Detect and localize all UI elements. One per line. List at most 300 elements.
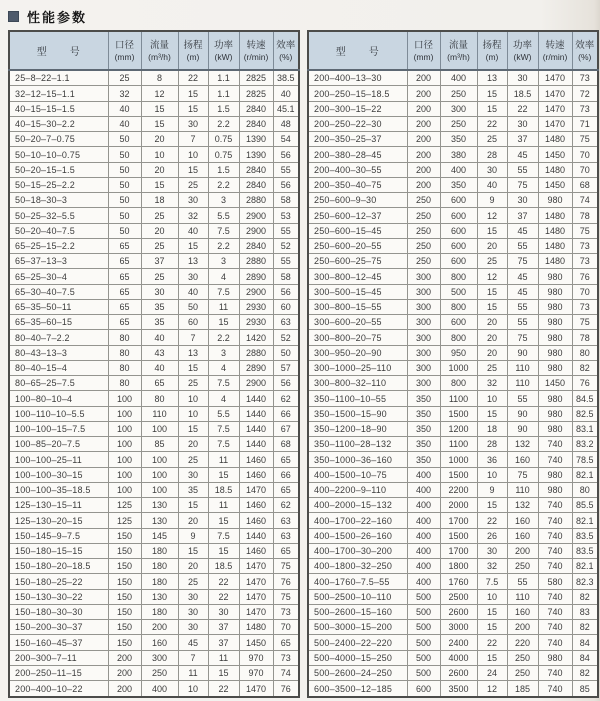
value-cell: 53 bbox=[273, 208, 299, 223]
model-cell: 500–2500–10–110 bbox=[308, 589, 407, 604]
table-row bbox=[308, 437, 598, 452]
value-cell: 600 bbox=[407, 681, 440, 697]
value-cell: 50 bbox=[108, 193, 141, 208]
value-cell: 250 bbox=[407, 208, 440, 223]
value-cell: 25 bbox=[141, 208, 178, 223]
value-cell: 45 bbox=[507, 284, 538, 299]
value-cell: 200 bbox=[141, 620, 178, 635]
value-cell: 130 bbox=[141, 513, 178, 528]
value-cell: 7.5 bbox=[208, 376, 239, 391]
table-row bbox=[9, 162, 299, 177]
value-cell: 30 bbox=[178, 269, 208, 284]
value-cell: 45 bbox=[507, 223, 538, 238]
value-cell: 36 bbox=[477, 452, 507, 467]
value-cell: 100 bbox=[108, 467, 141, 482]
value-cell: 24 bbox=[477, 665, 507, 680]
value-cell: 37 bbox=[507, 132, 538, 147]
value-cell: 980 bbox=[538, 299, 572, 314]
value-cell: 10 bbox=[178, 391, 208, 406]
table-row bbox=[308, 177, 598, 192]
value-cell: 56 bbox=[273, 376, 299, 391]
model-cell: 500–2400–22–220 bbox=[308, 635, 407, 650]
value-cell: 2900 bbox=[239, 284, 273, 299]
value-cell: 7.5 bbox=[477, 574, 507, 589]
value-cell: 56 bbox=[273, 177, 299, 192]
table-row bbox=[9, 223, 299, 238]
value-cell: 65 bbox=[108, 269, 141, 284]
value-cell: 740 bbox=[538, 681, 572, 697]
value-cell: 66 bbox=[273, 406, 299, 421]
value-cell: 18.5 bbox=[507, 86, 538, 101]
model-cell: 80–65–25–7.5 bbox=[9, 376, 108, 391]
value-cell: 0.75 bbox=[208, 147, 239, 162]
value-cell: 65 bbox=[273, 543, 299, 558]
table-row bbox=[9, 604, 299, 619]
value-cell: 65 bbox=[273, 482, 299, 497]
value-cell: 250 bbox=[141, 665, 178, 680]
table-row bbox=[308, 467, 598, 482]
model-cell: 150–145–9–7.5 bbox=[9, 528, 108, 543]
value-cell: 100 bbox=[108, 452, 141, 467]
value-cell: 65 bbox=[108, 299, 141, 314]
value-cell: 37 bbox=[208, 635, 239, 650]
value-cell: 2880 bbox=[239, 193, 273, 208]
header-unit: (m) bbox=[485, 51, 499, 62]
model-cell: 50–18–30–3 bbox=[9, 193, 108, 208]
header-label: 功率 bbox=[512, 39, 532, 51]
model-cell: 50–20–15–1.5 bbox=[9, 162, 108, 177]
value-cell: 76 bbox=[273, 681, 299, 697]
value-cell: 90 bbox=[507, 406, 538, 421]
value-cell: 75 bbox=[507, 467, 538, 482]
value-cell: 80 bbox=[141, 391, 178, 406]
value-cell: 9 bbox=[477, 482, 507, 497]
model-cell: 200–300–15–22 bbox=[308, 101, 407, 116]
model-cell: 125–130–20–15 bbox=[9, 513, 108, 528]
value-cell: 3 bbox=[208, 254, 239, 269]
value-cell: 200 bbox=[407, 177, 440, 192]
model-cell: 100–100–35–18.5 bbox=[9, 482, 108, 497]
value-cell: 66 bbox=[273, 467, 299, 482]
value-cell: 78 bbox=[572, 330, 598, 345]
value-cell: 1000 bbox=[440, 452, 477, 467]
value-cell: 1390 bbox=[239, 147, 273, 162]
value-cell: 74 bbox=[273, 665, 299, 680]
value-cell: 100 bbox=[108, 391, 141, 406]
value-cell: 110 bbox=[507, 482, 538, 497]
table-row bbox=[308, 665, 598, 680]
header-unit: (m³/h) bbox=[148, 51, 171, 62]
table-body-left bbox=[9, 70, 299, 697]
table-row bbox=[9, 589, 299, 604]
value-cell: 15 bbox=[178, 238, 208, 253]
model-cell: 200–300–7–11 bbox=[9, 650, 108, 665]
value-cell: 15 bbox=[477, 650, 507, 665]
value-cell: 500 bbox=[407, 589, 440, 604]
value-cell: 740 bbox=[538, 437, 572, 452]
value-cell: 800 bbox=[440, 330, 477, 345]
value-cell: 110 bbox=[507, 589, 538, 604]
value-cell: 1470 bbox=[239, 574, 273, 589]
value-cell: 22 bbox=[178, 70, 208, 86]
value-cell: 350 bbox=[440, 132, 477, 147]
value-cell: 200 bbox=[108, 681, 141, 697]
model-cell: 25–8–22–1.1 bbox=[9, 70, 108, 86]
value-cell: 65 bbox=[108, 238, 141, 253]
model-cell: 400–1500–26–160 bbox=[308, 528, 407, 543]
table-row bbox=[308, 574, 598, 589]
header-label: 转速 bbox=[246, 39, 266, 51]
model-cell: 350–1200–18–90 bbox=[308, 421, 407, 436]
value-cell: 65 bbox=[141, 376, 178, 391]
value-cell: 32 bbox=[477, 376, 507, 391]
value-cell: 200 bbox=[407, 70, 440, 86]
value-cell: 150 bbox=[108, 543, 141, 558]
value-cell: 15 bbox=[477, 223, 507, 238]
value-cell: 1450 bbox=[538, 376, 572, 391]
value-cell: 1450 bbox=[538, 177, 572, 192]
model-cell: 300–800–12–45 bbox=[308, 269, 407, 284]
value-cell: 82.1 bbox=[572, 559, 598, 574]
model-cell: 300–800–15–55 bbox=[308, 299, 407, 314]
value-cell: 15 bbox=[208, 665, 239, 680]
value-cell: 2890 bbox=[239, 360, 273, 375]
table-row bbox=[9, 513, 299, 528]
header-label: 转速 bbox=[545, 39, 565, 51]
value-cell: 1460 bbox=[239, 467, 273, 482]
model-cell: 300–800–32–110 bbox=[308, 376, 407, 391]
value-cell: 45 bbox=[507, 147, 538, 162]
model-cell: 80–40–7–2.2 bbox=[9, 330, 108, 345]
value-cell: 28 bbox=[477, 147, 507, 162]
value-cell: 75 bbox=[507, 254, 538, 269]
header-power bbox=[208, 31, 239, 70]
value-cell: 1480 bbox=[538, 132, 572, 147]
header-label: 口径 bbox=[413, 39, 433, 51]
value-cell: 220 bbox=[507, 635, 538, 650]
table-row bbox=[9, 116, 299, 131]
header-power bbox=[507, 31, 538, 70]
value-cell: 1390 bbox=[239, 132, 273, 147]
value-cell: 580 bbox=[538, 574, 572, 589]
value-cell: 11 bbox=[208, 299, 239, 314]
value-cell: 400 bbox=[141, 681, 178, 697]
model-cell: 100–80–10–4 bbox=[9, 391, 108, 406]
model-cell: 200–350–40–75 bbox=[308, 177, 407, 192]
value-cell: 50 bbox=[273, 345, 299, 360]
value-cell: 125 bbox=[108, 513, 141, 528]
table-row bbox=[9, 421, 299, 436]
table-row bbox=[9, 345, 299, 360]
value-cell: 18 bbox=[141, 193, 178, 208]
table-row bbox=[9, 391, 299, 406]
value-cell: 12 bbox=[477, 208, 507, 223]
value-cell: 2.2 bbox=[208, 177, 239, 192]
value-cell: 250 bbox=[507, 650, 538, 665]
model-cell: 300–500–15–45 bbox=[308, 284, 407, 299]
value-cell: 80 bbox=[572, 345, 598, 360]
model-cell: 350–1000–36–160 bbox=[308, 452, 407, 467]
value-cell: 2880 bbox=[239, 345, 273, 360]
value-cell: 76 bbox=[273, 574, 299, 589]
model-cell: 500–2600–24–250 bbox=[308, 665, 407, 680]
value-cell: 18.5 bbox=[208, 482, 239, 497]
value-cell: 740 bbox=[538, 513, 572, 528]
value-cell: 100 bbox=[108, 482, 141, 497]
value-cell: 2930 bbox=[239, 299, 273, 314]
value-cell: 400 bbox=[407, 482, 440, 497]
header-flow bbox=[440, 31, 477, 70]
model-cell: 100–85–20–7.5 bbox=[9, 437, 108, 452]
table-row bbox=[9, 101, 299, 116]
value-cell: 25 bbox=[477, 360, 507, 375]
model-cell: 300–1000–25–110 bbox=[308, 360, 407, 375]
value-cell: 350 bbox=[407, 452, 440, 467]
model-cell: 50–20–40–7.5 bbox=[9, 223, 108, 238]
value-cell: 160 bbox=[507, 528, 538, 543]
table-row bbox=[9, 132, 299, 147]
value-cell: 250 bbox=[507, 559, 538, 574]
model-cell: 350–1500–15–90 bbox=[308, 406, 407, 421]
table-row bbox=[308, 589, 598, 604]
value-cell: 160 bbox=[507, 513, 538, 528]
model-cell: 100–110–10–5.5 bbox=[9, 406, 108, 421]
value-cell: 73 bbox=[273, 650, 299, 665]
value-cell: 400 bbox=[407, 528, 440, 543]
header-speed bbox=[538, 31, 572, 70]
value-cell: 70 bbox=[572, 162, 598, 177]
value-cell: 65 bbox=[108, 254, 141, 269]
value-cell: 180 bbox=[141, 574, 178, 589]
value-cell: 100 bbox=[141, 482, 178, 497]
model-cell: 80–43–13–3 bbox=[9, 345, 108, 360]
value-cell: 200 bbox=[108, 650, 141, 665]
value-cell: 30 bbox=[178, 116, 208, 131]
value-cell: 20 bbox=[178, 559, 208, 574]
value-cell: 1000 bbox=[440, 360, 477, 375]
model-cell: 32–12–15–1.1 bbox=[9, 86, 108, 101]
value-cell: 1480 bbox=[538, 208, 572, 223]
table-row bbox=[308, 299, 598, 314]
value-cell: 110 bbox=[507, 376, 538, 391]
value-cell: 980 bbox=[538, 421, 572, 436]
value-cell: 150 bbox=[108, 559, 141, 574]
table-row bbox=[9, 635, 299, 650]
model-cell: 150–200–30–37 bbox=[9, 620, 108, 635]
header-unit: (%) bbox=[578, 51, 592, 62]
model-cell: 200–250–11–15 bbox=[9, 665, 108, 680]
header-label: 口径 bbox=[114, 39, 134, 51]
value-cell: 970 bbox=[239, 650, 273, 665]
table-row bbox=[9, 406, 299, 421]
table-row bbox=[308, 330, 598, 345]
table-row bbox=[308, 345, 598, 360]
value-cell: 50 bbox=[108, 208, 141, 223]
value-cell: 67 bbox=[273, 421, 299, 436]
value-cell: 1450 bbox=[239, 635, 273, 650]
value-cell: 350 bbox=[440, 177, 477, 192]
value-cell: 57 bbox=[273, 360, 299, 375]
value-cell: 75 bbox=[572, 132, 598, 147]
table-row bbox=[308, 513, 598, 528]
table-row bbox=[308, 116, 598, 131]
value-cell: 25 bbox=[141, 238, 178, 253]
table-row bbox=[9, 376, 299, 391]
value-cell: 600 bbox=[440, 193, 477, 208]
value-cell: 76 bbox=[572, 269, 598, 284]
table-row bbox=[9, 360, 299, 375]
value-cell: 740 bbox=[538, 452, 572, 467]
value-cell: 980 bbox=[538, 391, 572, 406]
value-cell: 1460 bbox=[239, 452, 273, 467]
value-cell: 52 bbox=[273, 330, 299, 345]
value-cell: 250 bbox=[407, 238, 440, 253]
value-cell: 200 bbox=[407, 101, 440, 116]
value-cell: 15 bbox=[178, 101, 208, 116]
value-cell: 1470 bbox=[538, 70, 572, 86]
value-cell: 30 bbox=[141, 284, 178, 299]
value-cell: 2600 bbox=[440, 604, 477, 619]
value-cell: 400 bbox=[407, 543, 440, 558]
value-cell: 150 bbox=[108, 574, 141, 589]
value-cell: 150 bbox=[108, 620, 141, 635]
model-cell: 250–600–15–45 bbox=[308, 223, 407, 238]
value-cell: 3000 bbox=[440, 620, 477, 635]
table-row bbox=[9, 254, 299, 269]
value-cell: 30 bbox=[507, 193, 538, 208]
value-cell: 22 bbox=[208, 589, 239, 604]
value-cell: 1460 bbox=[239, 543, 273, 558]
value-cell: 1500 bbox=[440, 406, 477, 421]
value-cell: 200 bbox=[108, 665, 141, 680]
value-cell: 200 bbox=[407, 116, 440, 131]
value-cell: 20 bbox=[477, 330, 507, 345]
value-cell: 350 bbox=[407, 421, 440, 436]
model-cell: 65–30–40–7.5 bbox=[9, 284, 108, 299]
value-cell: 73 bbox=[572, 254, 598, 269]
value-cell: 1480 bbox=[538, 162, 572, 177]
value-cell: 2900 bbox=[239, 208, 273, 223]
value-cell: 500 bbox=[407, 665, 440, 680]
value-cell: 4 bbox=[208, 391, 239, 406]
model-cell: 150–180–25–22 bbox=[9, 574, 108, 589]
value-cell: 100 bbox=[108, 406, 141, 421]
table-row bbox=[9, 482, 299, 497]
table-row bbox=[308, 254, 598, 269]
value-cell: 2900 bbox=[239, 376, 273, 391]
value-cell: 980 bbox=[538, 482, 572, 497]
section-header bbox=[8, 6, 595, 26]
header-label: 扬程 bbox=[183, 39, 203, 51]
value-cell: 15 bbox=[141, 177, 178, 192]
table-row bbox=[308, 86, 598, 101]
model-cell: 100–100–30–15 bbox=[9, 467, 108, 482]
table-row bbox=[9, 269, 299, 284]
value-cell: 55 bbox=[273, 223, 299, 238]
model-cell: 400–1700–30–200 bbox=[308, 543, 407, 558]
value-cell: 2.2 bbox=[208, 330, 239, 345]
value-cell: 20 bbox=[141, 223, 178, 238]
value-cell: 9 bbox=[477, 193, 507, 208]
table-row bbox=[308, 559, 598, 574]
value-cell: 37 bbox=[507, 208, 538, 223]
value-cell: 2840 bbox=[239, 101, 273, 116]
value-cell: 8 bbox=[141, 70, 178, 86]
value-cell: 40 bbox=[178, 284, 208, 299]
value-cell: 80 bbox=[108, 360, 141, 375]
value-cell: 1460 bbox=[239, 513, 273, 528]
tables-container bbox=[8, 30, 595, 698]
value-cell: 32 bbox=[477, 559, 507, 574]
value-cell: 73 bbox=[572, 299, 598, 314]
value-cell: 132 bbox=[507, 437, 538, 452]
value-cell: 3 bbox=[208, 345, 239, 360]
value-cell: 740 bbox=[538, 528, 572, 543]
value-cell: 2930 bbox=[239, 315, 273, 330]
value-cell: 30 bbox=[178, 467, 208, 482]
value-cell: 600 bbox=[440, 254, 477, 269]
value-cell: 55 bbox=[273, 254, 299, 269]
value-cell: 30 bbox=[178, 604, 208, 619]
model-cell: 200–400–13–30 bbox=[308, 70, 407, 86]
value-cell: 300 bbox=[141, 650, 178, 665]
value-cell: 15 bbox=[477, 284, 507, 299]
value-cell: 55 bbox=[507, 238, 538, 253]
value-cell: 85 bbox=[572, 681, 598, 697]
value-cell: 600 bbox=[440, 238, 477, 253]
table-row bbox=[308, 452, 598, 467]
header-unit: (kW) bbox=[513, 51, 532, 62]
value-cell: 250 bbox=[407, 254, 440, 269]
value-cell: 200 bbox=[407, 86, 440, 101]
table-row bbox=[9, 193, 299, 208]
value-cell: 43 bbox=[141, 345, 178, 360]
model-cell: 150–180–15–15 bbox=[9, 543, 108, 558]
table-row bbox=[308, 528, 598, 543]
value-cell: 300 bbox=[407, 360, 440, 375]
value-cell: 10 bbox=[141, 147, 178, 162]
value-cell: 25 bbox=[141, 269, 178, 284]
value-cell: 65 bbox=[108, 315, 141, 330]
value-cell: 20 bbox=[178, 437, 208, 452]
value-cell: 55 bbox=[507, 315, 538, 330]
value-cell: 400 bbox=[407, 559, 440, 574]
value-cell: 30 bbox=[178, 193, 208, 208]
value-cell: 15 bbox=[141, 101, 178, 116]
table-row bbox=[9, 70, 299, 86]
value-cell: 1450 bbox=[538, 147, 572, 162]
value-cell: 73 bbox=[273, 604, 299, 619]
model-cell: 400–2200–9–110 bbox=[308, 482, 407, 497]
value-cell: 300 bbox=[407, 284, 440, 299]
value-cell: 20 bbox=[477, 238, 507, 253]
value-cell: 15 bbox=[141, 116, 178, 131]
value-cell: 1470 bbox=[239, 681, 273, 697]
value-cell: 35 bbox=[141, 299, 178, 314]
value-cell: 200 bbox=[407, 147, 440, 162]
value-cell: 1.5 bbox=[208, 162, 239, 177]
value-cell: 22 bbox=[477, 513, 507, 528]
value-cell: 160 bbox=[141, 635, 178, 650]
value-cell: 30 bbox=[477, 162, 507, 177]
value-cell: 11 bbox=[208, 452, 239, 467]
value-cell: 22 bbox=[507, 101, 538, 116]
value-cell: 82.1 bbox=[572, 513, 598, 528]
value-cell: 55 bbox=[507, 162, 538, 177]
value-cell: 25 bbox=[178, 376, 208, 391]
value-cell: 7 bbox=[178, 650, 208, 665]
value-cell: 1200 bbox=[440, 421, 477, 436]
